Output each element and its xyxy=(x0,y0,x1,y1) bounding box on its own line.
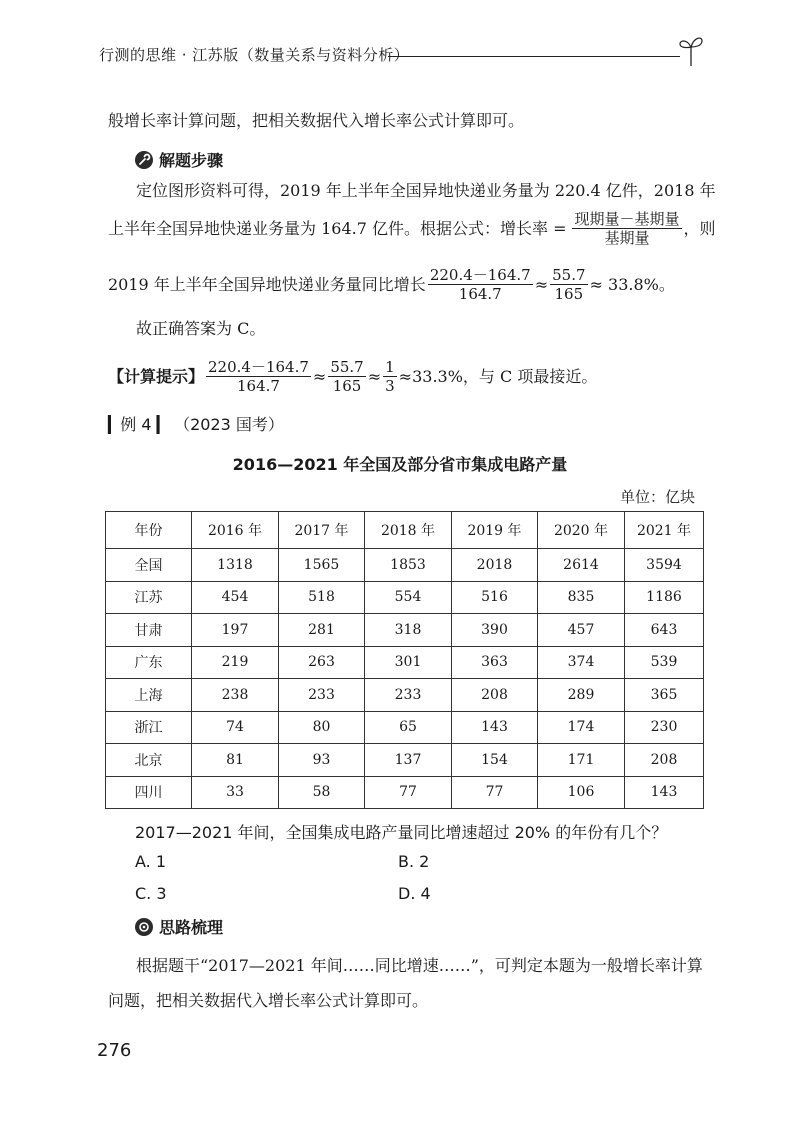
example-number: ▎例 4 ▎ xyxy=(108,415,169,434)
header-rule xyxy=(388,56,680,57)
fraction-2 xyxy=(550,266,587,303)
value-cell: 301 xyxy=(365,646,452,679)
option-a[interactable]: A. 1 xyxy=(135,852,167,871)
value-cell: 80 xyxy=(279,711,365,744)
approx-sign: ≈ xyxy=(367,366,382,386)
value-cell: 197 xyxy=(192,614,279,647)
approx-sign: ≈ xyxy=(312,366,327,386)
value-cell: 143 xyxy=(625,776,704,809)
tip-fraction-1-numerator: 220.4－164.7 xyxy=(208,358,309,376)
solution-line-2-end: ，则 xyxy=(683,218,716,238)
value-cell: 81 xyxy=(192,744,279,777)
value-cell: 219 xyxy=(192,646,279,679)
value-cell: 263 xyxy=(279,646,365,679)
value-cell: 363 xyxy=(452,646,538,679)
table-row xyxy=(106,581,704,614)
production-table xyxy=(105,511,704,809)
solution-line-2 xyxy=(108,210,716,247)
example-source: （2023 国考） xyxy=(174,415,284,434)
value-cell: 1318 xyxy=(192,549,279,582)
region-cell: 江苏 xyxy=(106,581,192,614)
tip-fraction-1 xyxy=(206,358,311,395)
value-cell: 171 xyxy=(538,744,625,777)
region-cell: 全国 xyxy=(106,549,192,582)
value-cell: 281 xyxy=(279,614,365,647)
value-cell: 835 xyxy=(538,581,625,614)
tip-fraction-3-numerator: 1 xyxy=(385,358,395,376)
option-c[interactable]: C. 3 xyxy=(135,884,167,903)
value-cell: 1565 xyxy=(279,549,365,582)
value-cell: 554 xyxy=(365,581,452,614)
value-cell: 516 xyxy=(452,581,538,614)
table-header-row xyxy=(106,512,704,549)
tip-fraction-2-numerator: 55.7 xyxy=(330,358,364,376)
table-row xyxy=(106,776,704,809)
table-row xyxy=(106,549,704,582)
value-cell: 539 xyxy=(625,646,704,679)
value-cell: 93 xyxy=(279,744,365,777)
calc-tip-end: ≈33.3%，与 C 项最接近。 xyxy=(398,366,598,386)
calc-tip xyxy=(108,358,597,395)
value-cell: 233 xyxy=(365,679,452,712)
solution-line-3-end: ≈ 33.8%。 xyxy=(589,274,675,294)
wrench-icon xyxy=(135,151,153,169)
value-cell: 233 xyxy=(279,679,365,712)
fraction-2-numerator: 55.7 xyxy=(552,266,586,284)
value-cell: 230 xyxy=(625,711,704,744)
option-d[interactable]: D. 4 xyxy=(398,884,431,903)
solution-line-3-text: 2019 年上半年全国异地快递业务量同比增长 xyxy=(108,274,426,294)
value-cell: 58 xyxy=(279,776,365,809)
value-cell: 208 xyxy=(625,744,704,777)
value-cell: 154 xyxy=(452,744,538,777)
growth-rate-formula xyxy=(572,210,681,247)
table-header-cell: 2017 年 xyxy=(279,512,365,549)
tip-fraction-2-denominator: 165 xyxy=(332,377,362,395)
gear-icon xyxy=(135,918,153,936)
solution-steps-label: 解题步骤 xyxy=(159,151,224,170)
region-cell: 上海 xyxy=(106,679,192,712)
value-cell: 374 xyxy=(538,646,625,679)
value-cell: 77 xyxy=(452,776,538,809)
sprout-icon xyxy=(678,32,704,66)
table-row xyxy=(106,744,704,777)
region-cell: 甘肃 xyxy=(106,614,192,647)
table-row xyxy=(106,711,704,744)
value-cell: 390 xyxy=(452,614,538,647)
value-cell: 518 xyxy=(279,581,365,614)
table-header-cell: 2021 年 xyxy=(625,512,704,549)
value-cell: 77 xyxy=(365,776,452,809)
value-cell: 208 xyxy=(452,679,538,712)
calc-tip-label: 【计算提示】 xyxy=(108,366,205,386)
table-header-cell: 年份 xyxy=(106,512,192,549)
tip-fraction-3 xyxy=(383,358,397,395)
table-row xyxy=(106,614,704,647)
table-row xyxy=(106,679,704,712)
region-cell: 四川 xyxy=(106,776,192,809)
value-cell: 33 xyxy=(192,776,279,809)
thinking-label: 思路梳理 xyxy=(159,918,224,937)
solution-line-1: 定位图形资料可得，2019 年上半年全国异地快递业务量为 220.4 亿件，2018 年 xyxy=(136,181,716,200)
table-header-cell: 2019 年 xyxy=(452,512,538,549)
formula-denominator: 基期量 xyxy=(604,229,650,247)
value-cell: 643 xyxy=(625,614,704,647)
thinking-heading xyxy=(135,915,223,938)
value-cell: 318 xyxy=(365,614,452,647)
value-cell: 143 xyxy=(452,711,538,744)
value-cell: 174 xyxy=(538,711,625,744)
approx-sign: ≈ xyxy=(534,274,549,294)
running-header-title: 行测的思维 · 江苏版（数量关系与资料分析） xyxy=(99,46,410,64)
formula-numerator: 现期量－基期量 xyxy=(574,210,680,228)
table-header-cell: 2020 年 xyxy=(538,512,625,549)
table-title: 2016—2021 年全国及部分省市集成电路产量 xyxy=(232,455,568,474)
table-header-cell: 2018 年 xyxy=(365,512,452,549)
question-text: 2017—2021 年间，全国集成电路产量同比增速超过 20% 的年份有几个？ xyxy=(135,823,668,842)
value-cell: 2018 xyxy=(452,549,538,582)
value-cell: 2614 xyxy=(538,549,625,582)
tip-fraction-1-denominator: 164.7 xyxy=(236,377,280,395)
value-cell: 457 xyxy=(538,614,625,647)
value-cell: 289 xyxy=(538,679,625,712)
example-label xyxy=(108,412,284,435)
answer-line: 故正确答案为 C。 xyxy=(136,319,266,338)
solution-steps-heading xyxy=(135,148,223,171)
table-row xyxy=(106,646,704,679)
fraction-1-numerator: 220.4－164.7 xyxy=(429,266,531,284)
region-cell: 广东 xyxy=(106,646,192,679)
value-cell: 65 xyxy=(365,711,452,744)
value-cell: 137 xyxy=(365,744,452,777)
fraction-1-denominator: 164.7 xyxy=(458,285,502,303)
value-cell: 238 xyxy=(192,679,279,712)
value-cell: 365 xyxy=(625,679,704,712)
fraction-1 xyxy=(428,266,533,303)
paragraph-continued: 般增长率计算问题，把相关数据代入增长率公式计算即可。 xyxy=(108,111,525,130)
table-unit: 单位：亿块 xyxy=(620,488,696,506)
value-cell: 74 xyxy=(192,711,279,744)
region-cell: 北京 xyxy=(106,744,192,777)
fraction-2-denominator: 165 xyxy=(554,285,584,303)
thinking-line-2: 问题，把相关数据代入增长率公式计算即可。 xyxy=(108,991,429,1010)
option-b[interactable]: B. 2 xyxy=(398,852,430,871)
page-number: 276 xyxy=(97,1040,132,1061)
table-header-cell: 2016 年 xyxy=(192,512,279,549)
region-cell: 浙江 xyxy=(106,711,192,744)
value-cell: 3594 xyxy=(625,549,704,582)
tip-fraction-3-denominator: 3 xyxy=(385,377,395,395)
solution-line-3 xyxy=(108,266,675,303)
solution-line-2-text: 上半年全国异地快递业务量为 164.7 亿件。根据公式：增长率 = xyxy=(108,218,567,238)
value-cell: 1186 xyxy=(625,581,704,614)
tip-fraction-2 xyxy=(328,358,365,395)
value-cell: 1853 xyxy=(365,549,452,582)
thinking-line-1: 根据题干“2017—2021 年间……同比增速……”，可判定本题为一般增长率计算 xyxy=(136,956,703,975)
value-cell: 454 xyxy=(192,581,279,614)
value-cell: 106 xyxy=(538,776,625,809)
